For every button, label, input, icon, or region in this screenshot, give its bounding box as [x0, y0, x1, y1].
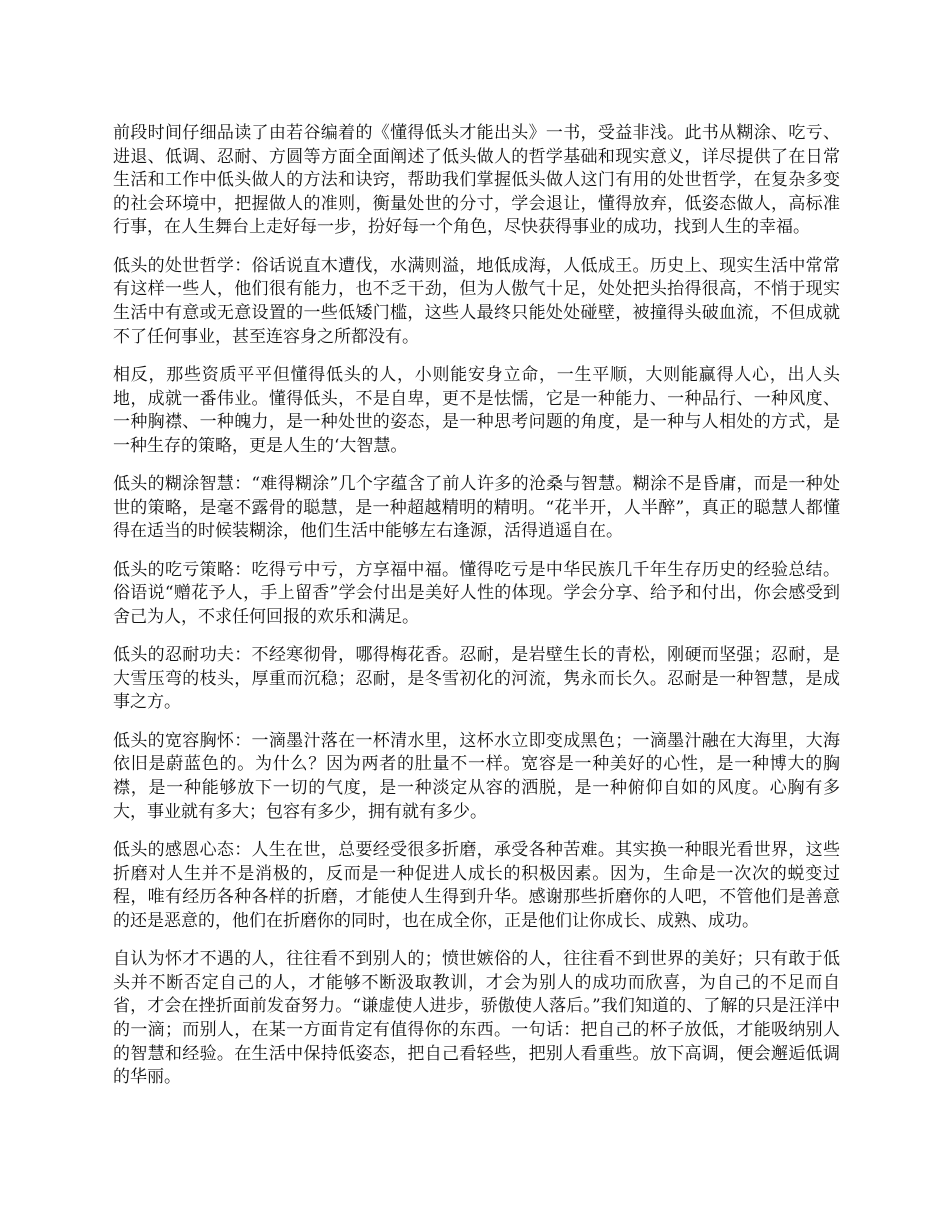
paragraph-intro: 前段时间仔细品读了由若谷编着的《懂得低头才能出头》一书，受益非浅。此书从糊涂、吃亏、进退、低调、忍耐、方圆等方面全面阐述了低头做人的哲学基础和现实意义，详尽提供了在日常生活和工作中低头做人的方法和诀窍，帮助我们掌握低头做人这门有用的处世哲学，在复杂多变的社会环境中，把握做人的准则，衡量处世的分寸，学会退让，懂得放弃，低姿态做人，高标准行事，在人生舞台上走好每一步，扮好每一个角色，尽快获得事业的成功，找到人生的幸福。 — [113, 123, 840, 238]
paragraph-endurance: 低头的忍耐功夫：不经寒彻骨，哪得梅花香。忍耐，是岩壁生长的青松，刚硬而坚强；忍耐，是大雪压弯的枝头，厚重而沉稳；忍耐，是冬雪初化的河流，隽永而长久。忍耐是一种智慧，是成事之方。 — [113, 645, 840, 713]
paragraph-contrast: 相反，那些资质平平但懂得低头的人，小则能安身立命，一生平顺，大则能赢得人心，出人头地，成就一番伟业。懂得低头，不是自卑，更不是怯懦，它是一种能力、一种品行、一种风度、一种胸襟、一种魄力，是一种处世的姿态，是一种思考问题的角度，是一种与人相处的方式，是一种生存的策略，更是人生的‘大智慧。 — [113, 364, 840, 456]
article-body — [113, 122, 840, 1105]
paragraph-muddle-wisdom: 低头的糊涂智慧：“难得糊涂”几个字蕴含了前人许多的沧桑与智慧。糊涂不是昏庸，而是一种处世的策略，是毫不露骨的聪慧，是一种超越精明的精明。“花半开，人半醉”，真正的聪慧人都懂得在适当的时候装糊涂，他们生活中能够左右逢源，活得逍遥自在。 — [113, 474, 840, 542]
paragraph-tolerance: 低头的宽容胸怀：一滴墨汁落在一杯清水里，这杯水立即变成黑色；一滴墨汁融在大海里，大海依旧是蔚蓝色的。为什么？因为两者的肚量不一样。宽容是一种美好的心性，是一种博大的胸襟，是一种能够放下一切的气度，是一种淡定从容的洒脱，是一种俯仰自如的风度。心胸有多大，事业就有多大；包容有多少，拥有就有多少。 — [113, 730, 840, 822]
paragraph-gratitude: 低头的感恩心态：人生在世，总要经受很多折磨，承受各种苦难。其实换一种眼光看世界，这些折磨对人生并不是消极的，反而是一种促进人成长的积极因素。因为，生命是一次次的蜕变过程，唯有经历各种各样的折磨，才能使人生得到升华。感谢那些折磨你的人吧，不管他们是善意的还是恶意的，他们在折磨你的同时，也在成全你，正是他们让你成长、成熟、成功。 — [113, 840, 840, 931]
paragraph-philosophy: 低头的处世哲学：俗话说直木遭伐，水满则溢，地低成海，人低成王。历史上、现实生活中常常有这样一些人，他们很有能力，也不乏干劲，但为人傲气十足，处处把头抬得很高，不悄于现实生活中有意或无意设置的一些低矮门槛，这些人最终只能处处碰壁，被撞得头破血流，不但成就不了任何事业，甚至连容身之所都没有。 — [113, 255, 840, 347]
paragraph-loss-strategy: 低头的吃亏策略：吃得亏中亏，方享福中福。懂得吃亏是中华民族几千年生存历史的经验总结。俗语说“赠花予人，手上留香”学会付出是美好人性的体现。学会分享、给予和付出，你会感受到舍己为人，不求任何回报的欢乐和满足。 — [113, 559, 840, 627]
paragraph-conclusion: 自认为怀才不遇的人，往往看不到别人的；愤世嫉俗的人，往往看不到世界的美好；只有敢于低头并不断否定自己的人，才能够不断汲取教训，才会为别人的成功而欣喜，为自己的不足而自省，才会在挫折面前发奋努力。“谦虚使人进步，骄傲使人落后。”我们知道的、了解的只是汪洋中的一滴；而别人，在某一方面肯定有值得你的东西。一句话：把自己的杯子放低，才能吸纳别人的智慧和经验。在生活中保持低姿态，把自己看轻些，把别人看重些。放下高调，便会邂逅低调的华丽。 — [113, 949, 840, 1088]
